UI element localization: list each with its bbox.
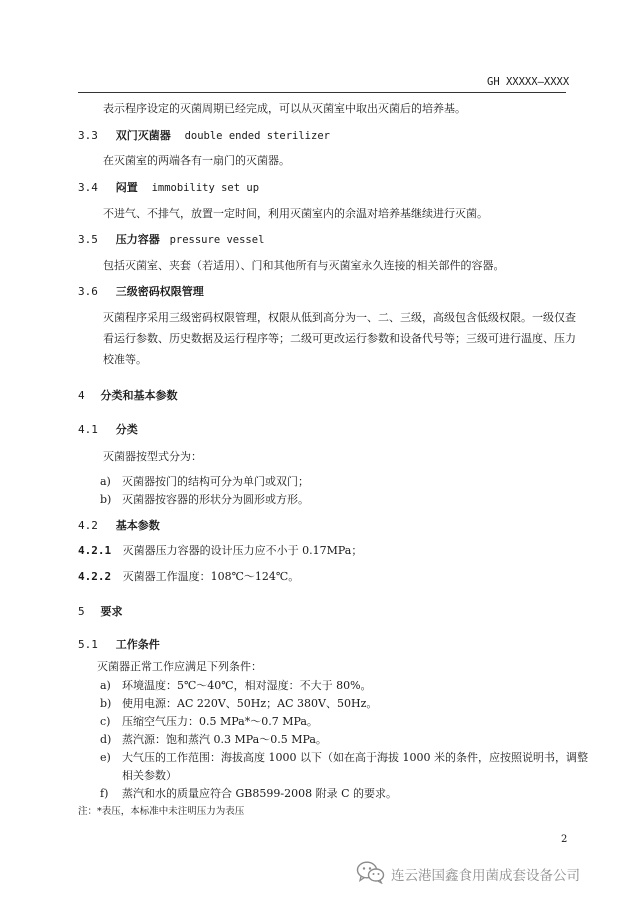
heading-4 xyxy=(78,387,177,403)
list-marker: a) xyxy=(100,679,111,692)
clause-4-2-2 xyxy=(78,569,299,585)
watermark-text: 连云港国鑫食用菌成套设备公司 xyxy=(391,868,580,884)
page-number: 2 xyxy=(561,834,568,845)
list-marker: b) xyxy=(100,697,112,710)
paragraph-3-6-line-1: 灭菌程序采用三级密码权限管理，权限从低到高分为一、二、三级，高级包含低级权限。一级仅查 xyxy=(103,311,576,324)
heading-number: 3.3 xyxy=(78,129,98,142)
list-text: 环境温度：5℃～40℃，相对湿度：不大于 80%。 xyxy=(122,679,372,692)
list-marker: e) xyxy=(100,751,111,764)
list-item xyxy=(100,750,588,766)
heading-number: 5.1 xyxy=(78,638,98,651)
list-item xyxy=(100,732,327,748)
paragraph-3-4: 不进气、不排气，放置一定时间，利用灭菌室内的余温对培养基继续进行灭菌。 xyxy=(103,207,488,220)
paragraph-4-1-intro: 灭菌器按型式分为： xyxy=(103,450,202,463)
heading-title: 三级密码权限管理 xyxy=(115,285,204,298)
list-text: 大气压的工作范围：海拔高度 1000 以下（如在高于海拔 1000 米的条件，应按照说明书，调整 xyxy=(122,751,588,764)
heading-number: 4.2 xyxy=(78,519,98,532)
list-marker: c) xyxy=(100,715,111,728)
paragraph-3-6-line-2: 看运行参数、历史数据及运行程序等；二级可更改运行参数和设备代号等；三级可进行温度、压力 xyxy=(103,332,576,345)
list-item xyxy=(100,714,318,730)
heading-number: 3.6 xyxy=(78,285,98,298)
heading-3-6 xyxy=(78,283,204,299)
paragraph-3-5: 包括灭菌室、夹套（若适用）、门和其他所有与灭菌室永久连接的相关部件的容器。 xyxy=(103,259,505,272)
heading-title: 基本参数 xyxy=(115,519,160,532)
heading-title: 分类 xyxy=(115,423,138,436)
paragraph-3-6-line-3: 校准等。 xyxy=(103,353,147,366)
list-text: 使用电源：AC 220V、50Hz；AC 380V、50Hz。 xyxy=(122,697,378,710)
heading-english: pressure vessel xyxy=(169,234,265,246)
wechat-icon xyxy=(356,860,386,884)
list-item xyxy=(100,492,309,508)
heading-title: 分类和基本参数 xyxy=(100,389,178,402)
heading-english: immobility set up xyxy=(151,182,260,194)
heading-3-4 xyxy=(78,179,259,195)
list-marker: a) xyxy=(100,475,111,488)
paragraph-5-1-intro: 灭菌器正常工作应满足下列条件： xyxy=(97,660,262,673)
heading-number: 3.4 xyxy=(78,181,98,194)
clause-text: 灭菌器工作温度：108℃～124℃。 xyxy=(122,570,300,583)
list-text: 压缩空气压力：0.5 MPa*～0.7 MPa。 xyxy=(122,715,318,728)
footnote: 注：*表压，本标准中未注明压力为表压 xyxy=(78,806,245,817)
list-item xyxy=(100,678,372,694)
heading-english: double ended sterilizer xyxy=(184,130,330,142)
list-text: 灭菌器按门的结构可分为单门或双门； xyxy=(122,475,309,488)
clause-text: 灭菌器压力容器的设计压力应不小于 0.17MPa； xyxy=(122,544,363,557)
heading-5-1 xyxy=(78,636,160,652)
list-item xyxy=(100,696,378,712)
clause-4-2-1 xyxy=(78,543,362,559)
list-text: 灭菌器按容器的形状分为圆形或方形。 xyxy=(122,493,309,506)
list-marker: d) xyxy=(100,733,112,746)
heading-title: 闷置 xyxy=(115,181,138,194)
paragraph-3-3: 在灭菌室的两端各有一扇门的灭菌器。 xyxy=(103,154,290,167)
heading-number: 5 xyxy=(78,605,85,618)
list-item xyxy=(100,474,309,490)
list-text: 蒸汽源：饱和蒸汽 0.3 MPa～0.5 MPa。 xyxy=(122,733,327,746)
clause-number: 4.2.1 xyxy=(78,544,112,557)
heading-title: 要求 xyxy=(100,605,123,618)
list-marker: f) xyxy=(100,787,109,800)
heading-number: 4 xyxy=(78,389,85,402)
heading-number: 3.5 xyxy=(78,233,98,246)
list-text: 蒸汽和水的质量应符合 GB8599-2008 附录 C 的要求。 xyxy=(122,787,397,800)
list-item xyxy=(100,786,397,802)
list-item-continuation: 相关参数） xyxy=(122,769,177,782)
heading-4-1 xyxy=(78,421,138,437)
heading-title: 工作条件 xyxy=(115,638,160,651)
doc-code: GH XXXXX—XXXX xyxy=(487,76,570,88)
heading-title: 压力容器 xyxy=(115,233,160,246)
list-marker: b) xyxy=(100,493,112,506)
paragraph-3-2-tail: 表示程序设定的灭菌周期已经完成，可以从灭菌室中取出灭菌后的培养基。 xyxy=(103,102,466,115)
heading-3-3 xyxy=(78,127,330,143)
header-rule xyxy=(78,92,566,93)
clause-number: 4.2.2 xyxy=(78,570,112,583)
heading-number: 4.1 xyxy=(78,423,98,436)
heading-4-2 xyxy=(78,517,160,533)
heading-title: 双门灭菌器 xyxy=(115,129,171,142)
heading-3-5 xyxy=(78,231,264,247)
heading-5 xyxy=(78,603,122,619)
